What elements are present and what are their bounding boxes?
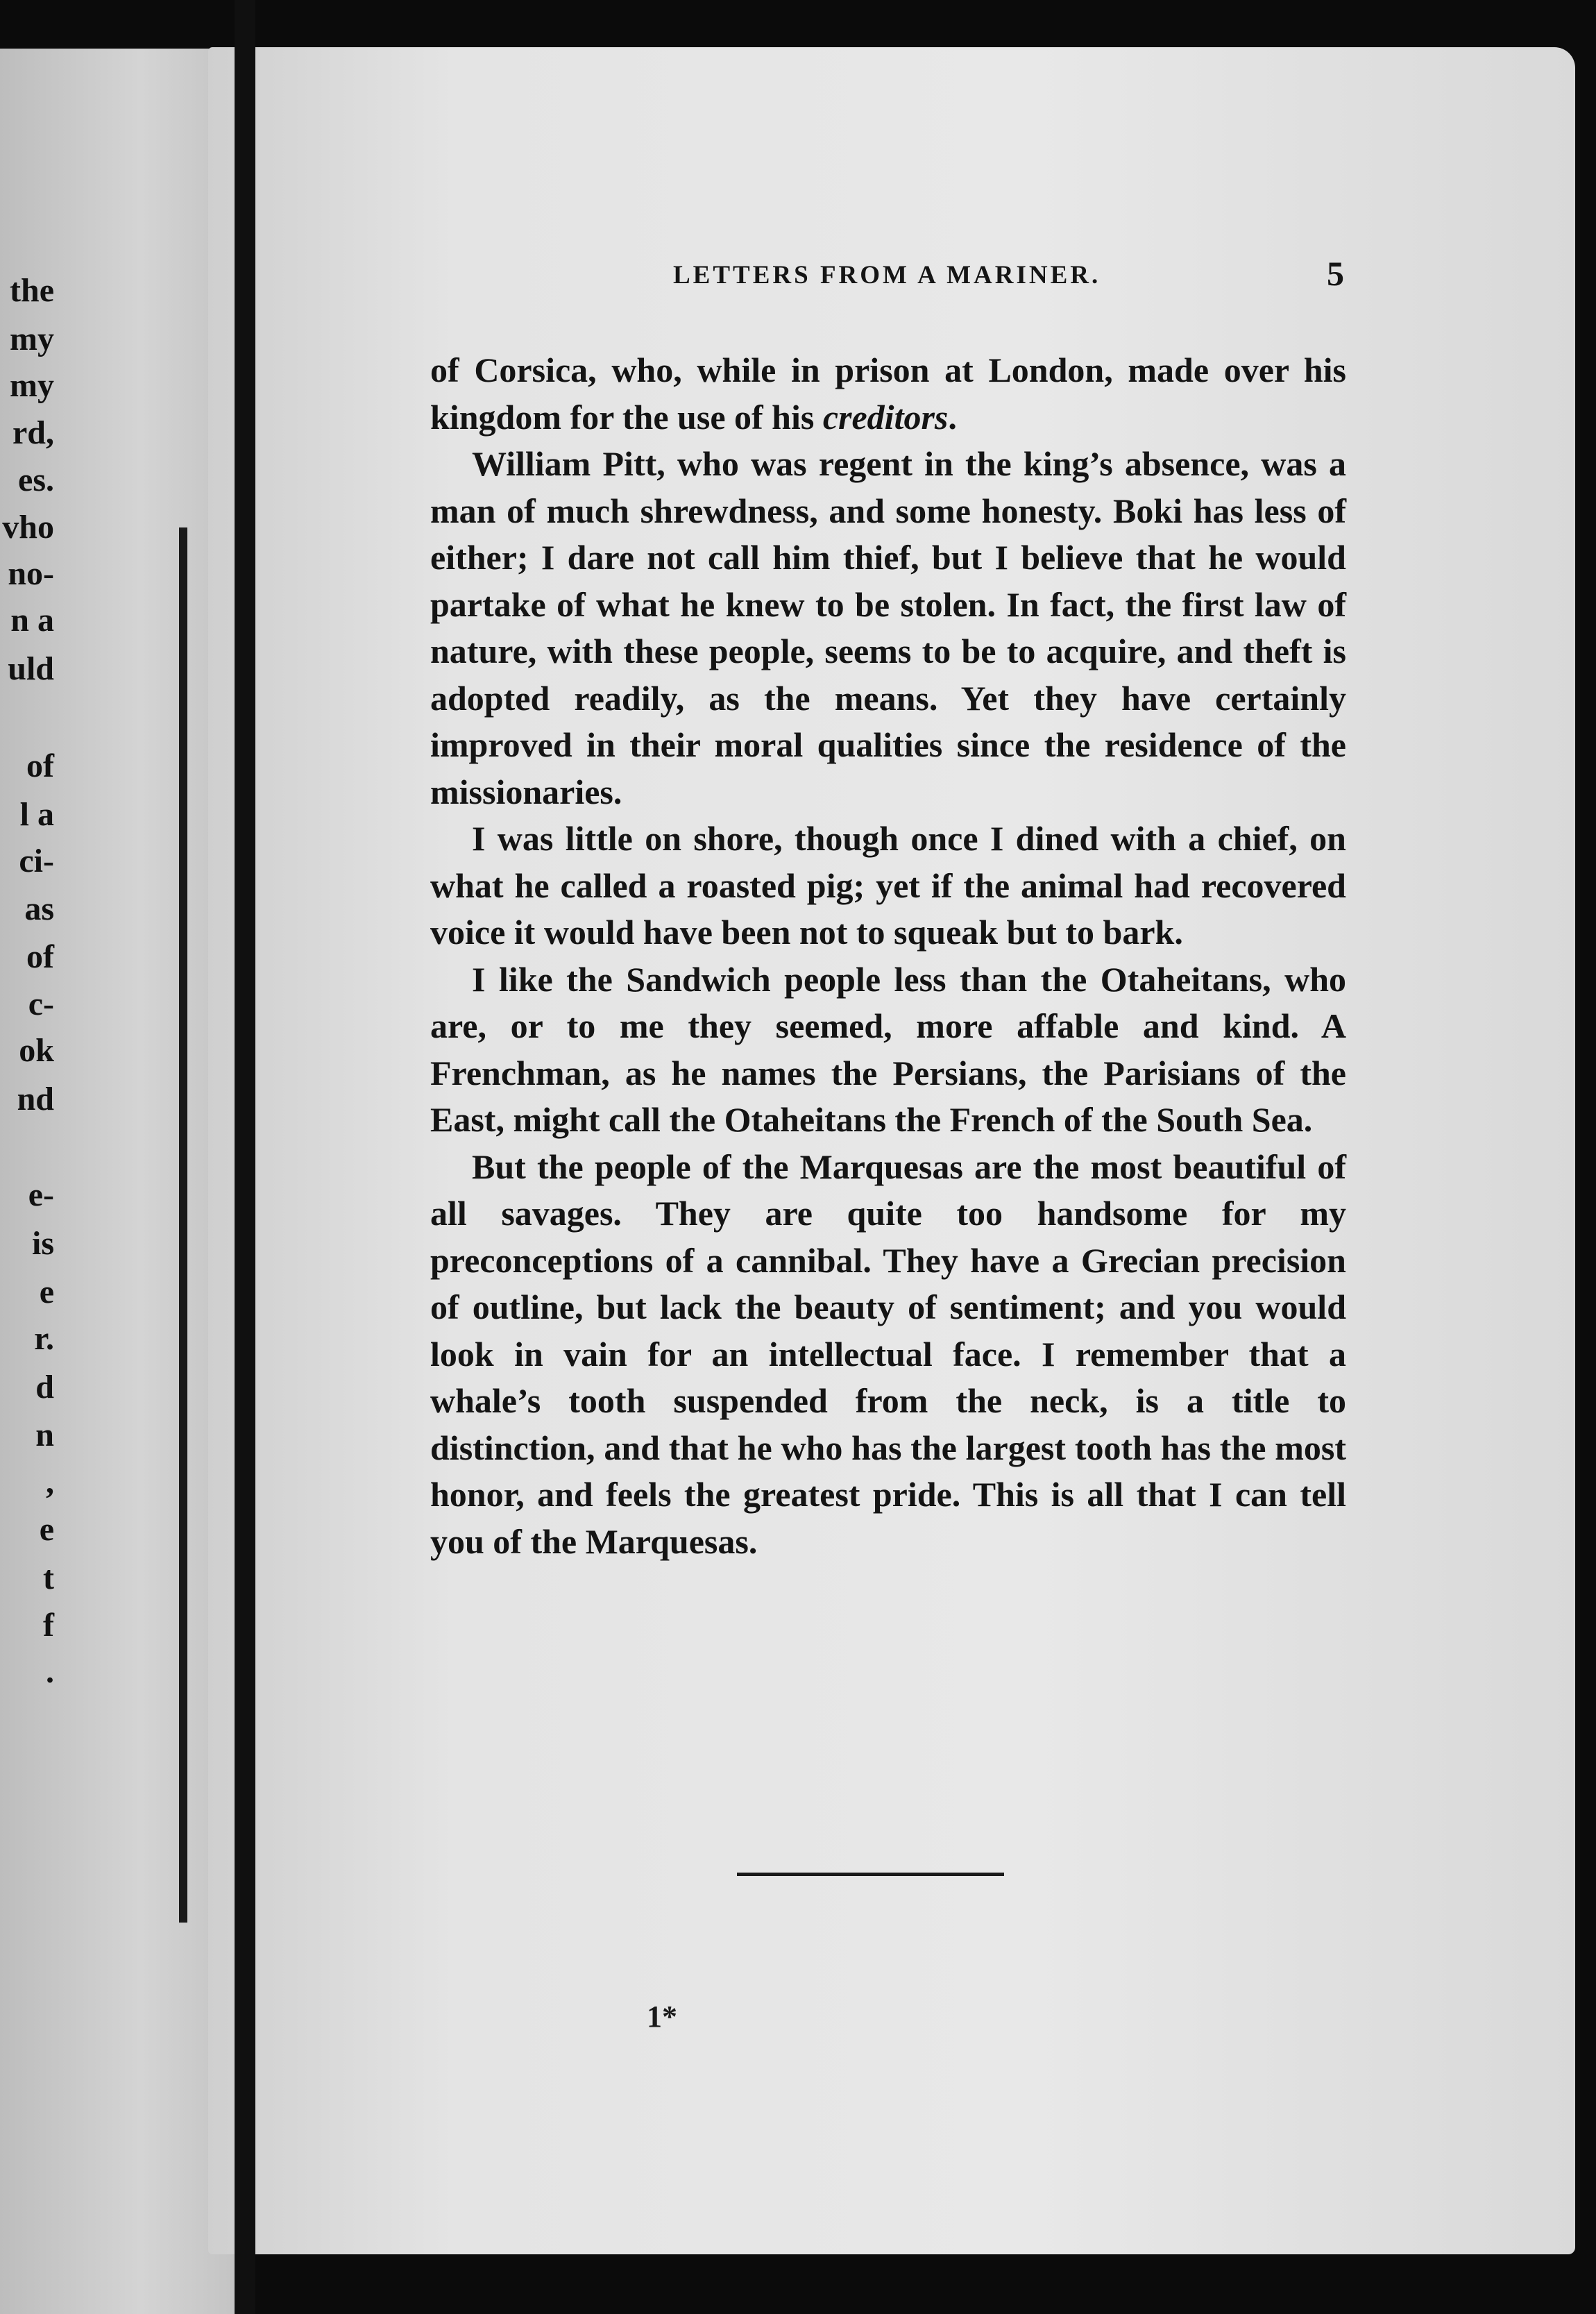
paragraph: I was little on shore, though once I dined with a chief, on what he called a roasted pig; yet if the animal had recovered voice it would have been not to squeak but to bark. (430, 819, 1346, 952)
left-page-fragment: e (39, 1511, 54, 1548)
left-page-fragment: d (35, 1369, 54, 1405)
italic-word: creditors (822, 397, 949, 437)
left-page-fragment: t (43, 1560, 54, 1596)
left-page-fragment: . (46, 1653, 54, 1690)
left-page-fragment: e- (28, 1176, 54, 1213)
left-page-fragment: ci- (19, 843, 54, 879)
page-edge-shadow (179, 527, 187, 1923)
left-page-fragment: e (39, 1274, 54, 1310)
left-page-fragment: f (43, 1607, 54, 1644)
paragraph-text: of Corsica, who, while in prison at London, made over his kingdom for the use of his (430, 351, 1346, 437)
left-page-fragment: is (31, 1225, 54, 1262)
paragraph (430, 347, 1346, 441)
left-page-fragment: rd, (12, 414, 54, 451)
left-page-fragment: no- (8, 555, 54, 592)
left-page-fragment: my (10, 321, 54, 357)
left-page-fragment: nd (17, 1081, 54, 1117)
paragraph: But the people of the Marquesas are the most beautiful of all savages. They are quite too handsome for my preconceptions of a cannibal. They have a Grecian precision of outline, but lack the beauty of sentiment; and you would look in vain for an intellectual face. I remember that a whale’s tooth suspended from the neck, is a title to distinction, and that he who has the largest tooth has the most honor, and feels the greatest pride. This is all that I can tell you of the Marquesas. (430, 1147, 1346, 1561)
left-page-fragment: my (10, 367, 54, 404)
paragraph: I like the Sandwich people less than the Otaheitans, who are, or to me they seemed, more affable and kind. A Frenchman, as he names the Persians, the Parisians of the East, might call the Otaheitans the French of the South Sea. (430, 959, 1346, 1139)
left-page-fragment: as (24, 890, 54, 927)
paragraph-end: . (948, 397, 957, 437)
left-page-fragment: r. (34, 1320, 54, 1357)
left-page-fragment: uld (8, 650, 54, 687)
left-page-fragment: es. (18, 462, 54, 498)
left-page-fragment: , (46, 1464, 54, 1501)
left-page-fragment: ok (19, 1032, 54, 1069)
left-page-fragment: l a (19, 796, 54, 833)
page-number: 5 (1327, 254, 1344, 293)
left-page-fragment: vho (2, 509, 54, 546)
left-page-fragment: of (26, 748, 54, 784)
body-text (430, 347, 1346, 1565)
section-divider (737, 1873, 1004, 1876)
previous-page (0, 49, 235, 2314)
paragraph: William Pitt, who was regent in the king’s absence, was a man of much shrewdness, and some honesty. Boki has less of either; I dare not call him thief, but I believe that he would partake of what he knew to be stolen. In fact, the first law of nature, with these people, seems to be to acquire, and theft is adopted readily, as the means. Yet they have certainly improved in their moral qualities since the residence of the missionaries. (430, 444, 1346, 811)
left-page-fragment: c- (28, 986, 54, 1022)
book-spine (235, 0, 255, 2314)
left-page-fragment: n (35, 1417, 54, 1453)
left-page-fragment: the (10, 272, 54, 309)
running-head: LETTERS FROM A MARINER. (673, 261, 1101, 289)
signature-mark: 1* (647, 2000, 677, 2034)
left-page-fragment: n a (10, 602, 54, 639)
left-page-fragment: of (26, 938, 54, 975)
